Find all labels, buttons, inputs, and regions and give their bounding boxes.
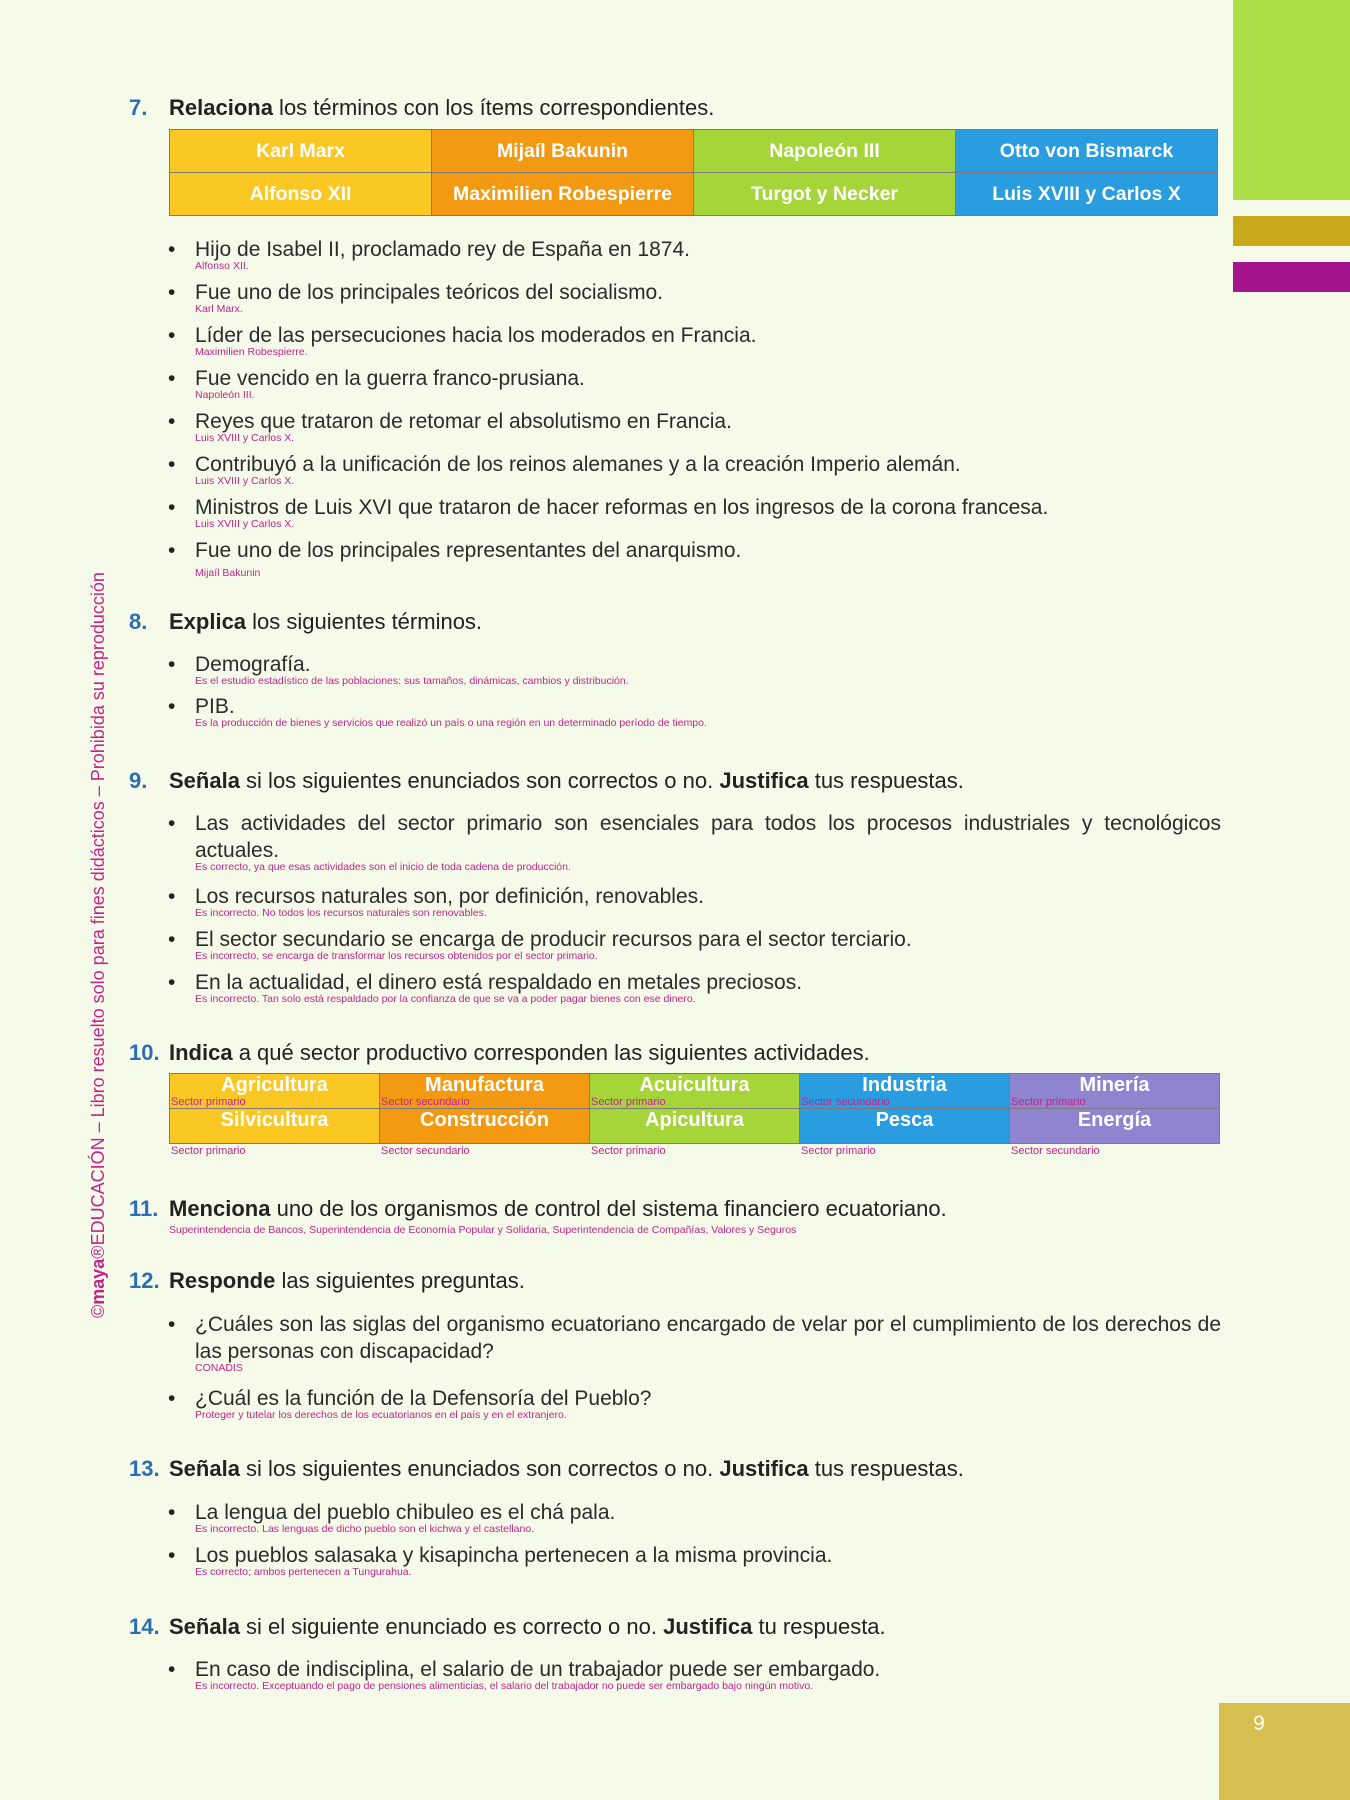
activity-cell (380, 1074, 590, 1109)
answer-text: Es incorrecto. No todos los recursos naturales son renovables. (195, 907, 487, 919)
question-verb: Responde (169, 1268, 276, 1293)
answer-text: Proteger y tutelar los derechos de los ecuatorianos en el país y en el extranjero. (195, 1409, 567, 1421)
list-item (168, 1656, 1221, 1699)
question-verb: Señala (169, 768, 240, 793)
list-item (168, 537, 1221, 580)
item-text: Líder de las persecuciones hacia los moderados en Francia. (195, 324, 757, 347)
terms-grid-row (170, 173, 1218, 216)
item-text: El sector secundario se encarga de producir recursos para el sector terciario. (195, 928, 912, 951)
question-text: los siguientes términos. (246, 609, 483, 634)
answer-text: Es correcto, ya que esas actividades son el inicio de toda cadena de producción. (195, 861, 571, 873)
answer-text: Sector primario (171, 1145, 246, 1157)
question-13-items (168, 1499, 1221, 1585)
activity-label: Apicultura (645, 1109, 744, 1131)
question-text: tu respuesta. (752, 1614, 886, 1639)
question-text: si el siguiente enunciado es correcto o no. (239, 1614, 664, 1639)
question-9-heading (129, 768, 964, 794)
question-text: las siguientes preguntas. (275, 1268, 525, 1293)
list-item (168, 1311, 1221, 1385)
answer-text: Es el estudio estadístico de las poblaciones: sus tamaños, dinámicas, cambios y distribución. (195, 675, 629, 687)
answer-text: Sector primario (801, 1145, 876, 1157)
term-cell: Alfonso XII (170, 173, 432, 216)
question-number: 10. (129, 1040, 160, 1065)
item-text: La lengua del pueblo chibuleo es el chá pala. (195, 1501, 616, 1524)
question-number: 12. (129, 1268, 160, 1293)
term-cell: Turgot y Necker (694, 173, 956, 216)
question-verb: Explica (169, 609, 247, 634)
terms-grid-row (170, 130, 1218, 173)
question-8-items (168, 651, 1221, 735)
activity-label: Minería (1079, 1074, 1150, 1096)
activity-cell (170, 1109, 380, 1157)
question-12-heading (129, 1268, 525, 1294)
activity-cell (800, 1074, 1010, 1109)
item-text: Reyes que trataron de retomar el absolutismo en Francia. (195, 410, 732, 433)
question-number: 11. (129, 1196, 159, 1221)
question-verb: Justifica (719, 768, 809, 793)
question-11-heading (129, 1196, 947, 1222)
answer-text: Sector secundario (801, 1096, 890, 1108)
activity-cell (800, 1109, 1010, 1157)
question-number: 14. (129, 1614, 160, 1639)
activity-cell (1010, 1074, 1220, 1109)
term-cell: Karl Marx (170, 130, 432, 173)
answer-text: Maximilien Robespierre. (195, 346, 308, 358)
question-verb: Justifica (719, 1456, 809, 1481)
copyright-symbol: © (88, 1304, 108, 1318)
question-text: tus respuestas. (808, 768, 964, 793)
activity-cell (590, 1109, 800, 1157)
list-item (168, 810, 1221, 883)
answer-text: Karl Marx. (195, 303, 243, 315)
item-text: Contribuyó a la unificación de los reinos alemanes y a la creación Imperio alemán. (195, 453, 961, 476)
question-number: 9. (129, 768, 148, 793)
answer-text: CONADIS (195, 1362, 243, 1374)
list-item (168, 651, 1221, 693)
terms-grid (169, 129, 1218, 216)
activity-label: Construcción (420, 1109, 549, 1131)
activity-cell (590, 1074, 800, 1109)
answer-text: Es incorrecto, se encarga de transformar los recursos obtenidos por el sector primario. (195, 950, 598, 962)
question-verb: Indica (169, 1040, 233, 1065)
question-text: los términos con los ítems correspondientes. (272, 95, 715, 120)
question-text: a qué sector productivo corresponden las siguientes actividades. (232, 1040, 870, 1065)
activity-label: Silvicultura (220, 1109, 329, 1131)
activity-label: Agricultura (221, 1074, 328, 1096)
activity-cell (1010, 1109, 1220, 1157)
answer-text: Luis XVIII y Carlos X. (195, 475, 295, 487)
item-text: Ministros de Luis XVI que trataron de hacer reformas en los ingresos de la corona francesa. (195, 496, 1049, 519)
question-9-items (168, 810, 1221, 1012)
item-text: ¿Cuáles son las siglas del organismo ecuatoriano encargado de velar por el cumplimiento de los derechos de las personas con discapacidad? (195, 1313, 1221, 1363)
answer-text: Napoleón III. (195, 389, 255, 401)
list-item (168, 1499, 1221, 1542)
list-item (168, 1385, 1221, 1428)
copyright-text: ®EDUCACIÓN – Libro resuelto solo para fines didácticos – Prohibida su reproducción (88, 572, 108, 1259)
question-14-items (168, 1656, 1221, 1699)
question-number: 8. (129, 609, 148, 634)
activity-label: Industria (862, 1074, 947, 1096)
answer-text: Sector primario (591, 1145, 666, 1157)
question-verb: Señala (169, 1614, 240, 1639)
question-10-heading (129, 1040, 870, 1066)
question-text: uno de los organismos de control del sistema financiero ecuatoriano. (270, 1196, 947, 1221)
list-item (168, 1542, 1221, 1585)
activity-cell (380, 1109, 590, 1157)
question-text: si los siguientes enunciados son correctos o no. (239, 1456, 720, 1481)
answer-text: Luis XVIII y Carlos X. (195, 518, 295, 530)
item-text: PIB. (195, 695, 235, 718)
answer-text: Sector primario (591, 1096, 666, 1108)
term-cell: Luis XVIII y Carlos X (956, 173, 1218, 216)
question-text: tus respuestas. (808, 1456, 964, 1481)
item-text: Hijo de Isabel II, proclamado rey de España en 1874. (195, 238, 690, 261)
activity-label: Pesca (875, 1109, 934, 1131)
question-8-heading (129, 609, 482, 635)
item-text: En la actualidad, el dinero está respaldado en metales preciosos. (195, 971, 803, 994)
question-7-heading (129, 95, 714, 121)
term-cell: Otto von Bismarck (956, 130, 1218, 173)
list-item (168, 279, 1221, 322)
item-text: ¿Cuál es la función de la Defensoría del Pueblo? (195, 1387, 652, 1410)
answer-text: Sector secundario (381, 1145, 470, 1157)
activity-label: Energía (1077, 1109, 1152, 1131)
list-item (168, 494, 1221, 537)
answer-text: Es la producción de bienes y servicios que realizó un país o una región en un determinado período de tiempo. (195, 717, 707, 729)
activities-grid-row (170, 1074, 1220, 1109)
answer-text: Es incorrecto. Las lenguas de dicho pueblo son el kichwa y el castellano. (195, 1523, 535, 1535)
question-verb: Menciona (169, 1196, 271, 1221)
item-text: Los pueblos salasaka y kisapincha pertenecen a la misma provincia. (195, 1544, 833, 1567)
answer-text: Es correcto; ambos pertenecen a Tungurahua. (195, 1566, 412, 1578)
question-number: 7. (129, 95, 148, 120)
answer-text: Sector primario (171, 1096, 246, 1108)
activities-grid-row (170, 1109, 1220, 1144)
item-text: Las actividades del sector primario son esenciales para todos los procesos industriales y tecnológicos actuales. (195, 812, 1221, 862)
list-item (168, 883, 1221, 926)
term-cell: Napoleón III (694, 130, 956, 173)
item-text: En caso de indisciplina, el salario de un trabajador puede ser embargado. (195, 1658, 881, 1681)
activity-label: Acuicultura (639, 1074, 750, 1096)
question-verb: Señala (169, 1456, 240, 1481)
list-item (168, 693, 1221, 735)
answer-text: Sector secundario (1011, 1145, 1100, 1157)
list-item (168, 408, 1221, 451)
question-12-items (168, 1311, 1221, 1428)
answer-text: Es incorrecto. Tan solo está respaldado por la confianza de que se va a poder pagar bienes con ese dinero. (195, 993, 696, 1005)
answer-text: Sector primario (1011, 1096, 1086, 1108)
term-cell: Maximilien Robespierre (432, 173, 694, 216)
question-13-heading (129, 1456, 964, 1482)
activity-cell (170, 1074, 380, 1109)
item-text: Demografía. (195, 653, 311, 676)
question-number: 13. (129, 1456, 160, 1481)
corner-decoration-green (1233, 0, 1350, 200)
activity-label: Manufactura (425, 1074, 544, 1096)
list-item (168, 365, 1221, 408)
item-text: Los recursos naturales son, por definición, renovables. (195, 885, 704, 908)
answer-text: Mijaíl Bakunin (195, 567, 261, 579)
corner-decoration-gold (1233, 216, 1350, 246)
list-item (168, 926, 1221, 969)
answer-text: Luis XVIII y Carlos X. (195, 432, 295, 444)
list-item (168, 969, 1221, 1012)
answer-text: Alfonso XII. (195, 260, 249, 272)
answer-text: Es incorrecto. Exceptuando el pago de pensiones alimenticias, el salario del trabajador no puede ser embargado bajo ningún motivo. (195, 1680, 814, 1692)
question-verb: Relaciona (169, 95, 273, 120)
question-verb: Justifica (663, 1614, 753, 1639)
question-14-heading (129, 1614, 886, 1640)
term-cell: Mijaíl Bakunin (432, 130, 694, 173)
list-item (168, 322, 1221, 365)
item-text: Fue vencido en la guerra franco-prusiana. (195, 367, 585, 390)
activities-grid (169, 1073, 1220, 1157)
item-text: Fue uno de los principales representantes del anarquismo. (195, 539, 742, 562)
list-item (168, 236, 1221, 279)
answer-text: Superintendencia de Bancos, Superintendencia de Economía Popular y Solidaria, Superintendencia de Compañías, Valores y Seguros (169, 1224, 797, 1236)
brand-logo: maya (88, 1258, 108, 1305)
copyright-sidebar (88, 488, 109, 1318)
corner-decoration-magenta (1233, 262, 1350, 292)
question-7-items (168, 236, 1221, 580)
answer-text: Sector secundario (381, 1096, 470, 1108)
list-item (168, 451, 1221, 494)
question-text: si los siguientes enunciados son correctos o no. (239, 768, 720, 793)
item-text: Fue uno de los principales teóricos del socialismo. (195, 281, 664, 304)
page-number: 9 (1253, 1712, 1265, 1735)
